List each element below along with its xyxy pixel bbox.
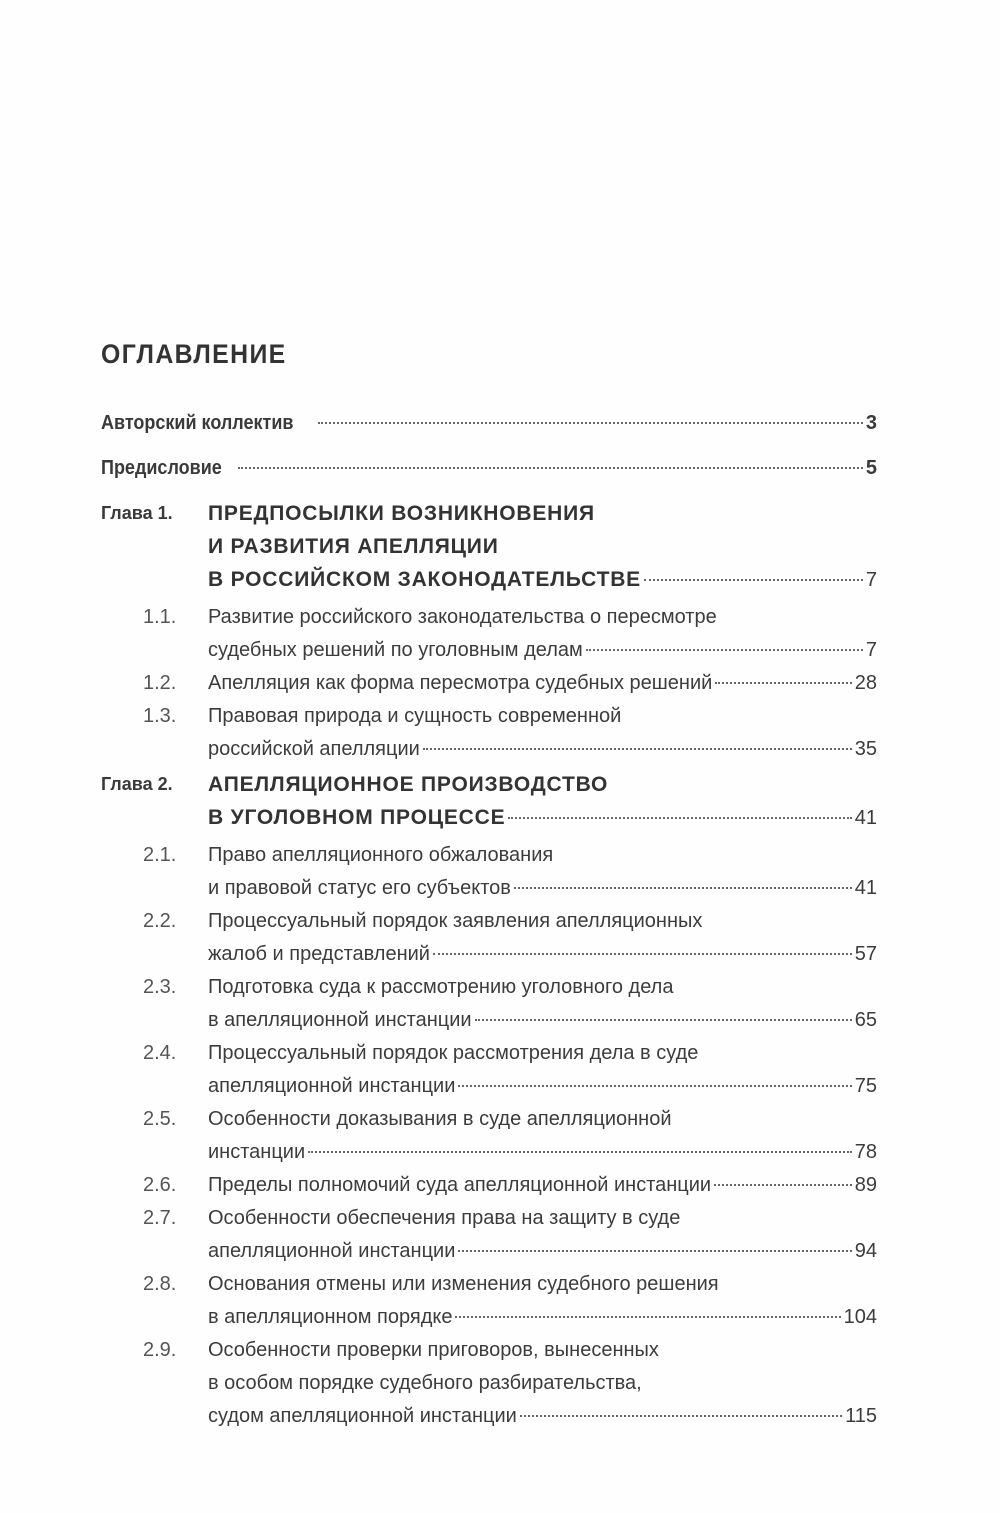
section-title-line: апелляционной инстанции	[208, 1240, 456, 1262]
chapter-title-line: АПЕЛЛЯЦИОННОЕ ПРОИЗВОДСТВО	[208, 773, 609, 796]
section-title-line: инстанции	[208, 1141, 306, 1163]
toc-entry-title: Предисловие	[101, 457, 222, 479]
toc-page-number: 7	[865, 639, 877, 661]
toc-section-2-4[interactable]	[101, 1037, 877, 1103]
toc-section-2-7[interactable]	[101, 1202, 877, 1268]
chapter-title-line: ПРЕДПОСЫЛКИ ВОЗНИКНОВЕНИЯ	[208, 502, 595, 525]
toc-section-2-1[interactable]	[101, 839, 877, 905]
toc-section-1-3[interactable]	[101, 700, 877, 766]
toc-section-2-8[interactable]	[101, 1268, 877, 1334]
toc-page-number: 28	[854, 672, 877, 694]
section-title-line: в апелляционной инстанции	[208, 1009, 472, 1031]
section-title-line: Основания отмены или изменения судебного решения	[208, 1273, 719, 1295]
section-title-line: Апелляция как форма пересмотра судебных решений	[208, 672, 713, 694]
section-title-line: Особенности проверки приговоров, вынесенных	[208, 1339, 659, 1361]
section-title-line: судебных решений по уголовным делам	[208, 639, 583, 661]
dot-leader	[586, 649, 863, 651]
toc-page-number: 41	[854, 877, 877, 899]
section-title-line: апелляционной инстанции	[208, 1075, 456, 1097]
dot-leader	[433, 953, 852, 955]
dot-leader	[458, 1250, 851, 1252]
section-title-line: Процессуальный порядок заявления апелляционных	[208, 910, 703, 932]
section-number: 1.1.	[143, 606, 177, 628]
section-title-line: в апелляционном порядке	[208, 1306, 453, 1328]
toc-page-number: 57	[854, 943, 877, 965]
toc-section-2-3[interactable]	[101, 971, 877, 1037]
section-number: 2.8.	[143, 1273, 177, 1295]
chapter-title-line: И РАЗВИТИЯ АПЕЛЛЯЦИИ	[208, 535, 499, 558]
chapter-title-line: В РОССИЙСКОМ ЗАКОНОДАТЕЛЬСТВЕ	[208, 568, 641, 591]
section-number: 1.3.	[143, 705, 177, 727]
toc-page-number: 104	[843, 1306, 877, 1328]
dot-leader	[714, 1184, 852, 1186]
dot-leader	[520, 1415, 842, 1417]
section-number: 2.5.	[143, 1108, 177, 1130]
toc-entry-title: Авторский коллектив	[101, 412, 294, 434]
dot-leader	[644, 579, 863, 581]
dot-leader	[508, 817, 851, 819]
toc-section-2-9[interactable]	[101, 1334, 877, 1433]
dot-leader	[458, 1085, 851, 1087]
toc-page-number: 78	[854, 1141, 877, 1163]
page-title: ОГЛАВЛЕНИЕ	[101, 339, 287, 369]
dot-leader	[238, 467, 863, 469]
section-title-line: Пределы полномочий суда апелляционной инстанции	[208, 1174, 712, 1196]
toc-section-2-2[interactable]	[101, 905, 877, 971]
dot-leader	[475, 1019, 852, 1021]
section-title-line: Правовая природа и сущность современной	[208, 705, 622, 727]
toc-page-number: 94	[854, 1240, 877, 1262]
section-title-line: жалоб и представлений	[208, 943, 430, 965]
table-of-contents	[101, 407, 877, 1433]
section-title-line: в особом порядке судебного разбирательства,	[208, 1372, 642, 1394]
toc-page-number: 7	[865, 569, 877, 591]
section-title-line: Процессуальный порядок рассмотрения дела в суде	[208, 1042, 699, 1064]
section-title-line: и правовой статус его субъектов	[208, 877, 511, 899]
toc-page-number: 3	[865, 412, 877, 434]
toc-page-number: 75	[854, 1075, 877, 1097]
section-number: 2.7.	[143, 1207, 177, 1229]
dot-leader	[514, 887, 852, 889]
toc-chapter-1[interactable]	[101, 497, 877, 597]
section-title-line: Особенности доказывания в суде апелляционной	[208, 1108, 672, 1130]
section-title-line: российской апелляции	[208, 738, 420, 760]
dot-leader	[423, 748, 852, 750]
toc-section-2-6[interactable]	[101, 1169, 877, 1202]
section-title-line: Право апелляционного обжалования	[208, 844, 554, 866]
section-number: 2.4.	[143, 1042, 177, 1064]
chapter-label: Глава 1.	[101, 503, 173, 523]
toc-page-number: 41	[854, 807, 877, 829]
section-title-line: судом апелляционной инстанции	[208, 1405, 517, 1427]
toc-section-1-1[interactable]	[101, 601, 877, 667]
toc-chapter-2[interactable]	[101, 768, 877, 835]
section-title-line: Особенности обеспечения права на защиту в суде	[208, 1207, 681, 1229]
chapter-title-line: В УГОЛОВНОМ ПРОЦЕССЕ	[208, 806, 506, 829]
toc-entry-preface[interactable]	[101, 452, 877, 485]
toc-section-1-2[interactable]	[101, 667, 877, 700]
section-number: 2.6.	[143, 1174, 177, 1196]
dot-leader	[455, 1316, 840, 1318]
section-number: 2.3.	[143, 976, 177, 998]
section-number: 2.1.	[143, 844, 177, 866]
toc-page-number: 89	[854, 1174, 877, 1196]
toc-entry-authors[interactable]	[101, 407, 877, 440]
dot-leader	[308, 1151, 852, 1153]
section-title-line: Развитие российского законодательства о пересмотре	[208, 606, 717, 628]
toc-page-number: 5	[865, 457, 877, 479]
toc-section-2-5[interactable]	[101, 1103, 877, 1169]
section-number: 1.2.	[143, 672, 177, 694]
dot-leader	[318, 422, 863, 424]
section-title-line: Подготовка суда к рассмотрению уголовного дела	[208, 976, 674, 998]
section-number: 2.2.	[143, 910, 177, 932]
toc-page-number: 115	[845, 1405, 877, 1427]
section-number: 2.9.	[143, 1339, 177, 1361]
dot-leader	[715, 682, 851, 684]
chapter-label: Глава 2.	[101, 774, 173, 794]
toc-page-number: 65	[854, 1009, 877, 1031]
toc-page-number: 35	[854, 738, 877, 760]
